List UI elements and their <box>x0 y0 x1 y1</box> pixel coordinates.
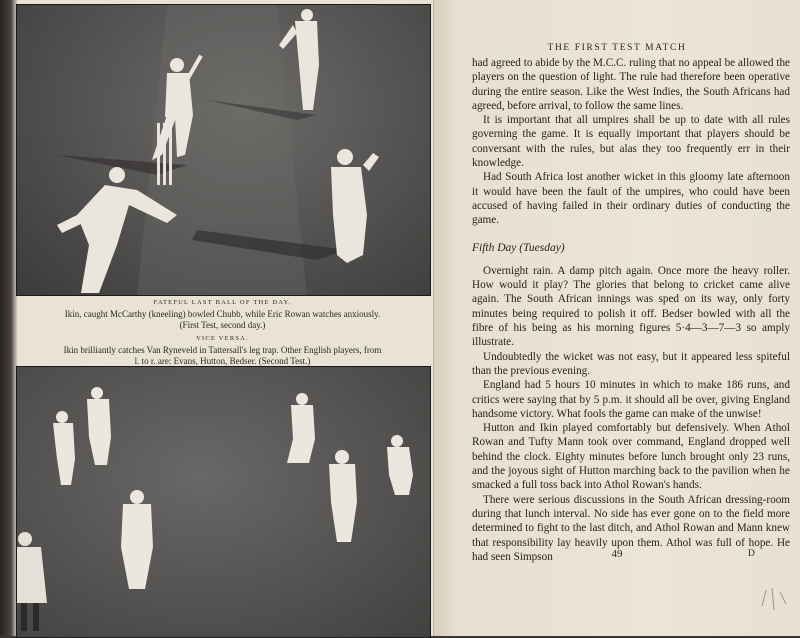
signature-mark: D <box>748 549 755 559</box>
section-heading: Fifth Day (Tuesday) <box>472 241 565 254</box>
body-text <box>472 56 790 564</box>
photo-caption-1 <box>18 297 427 332</box>
fielder-figure <box>87 387 111 465</box>
paragraph: Undoubtedly the wicket was not easy, but it appeared less spiteful than the previous evening. <box>472 350 790 377</box>
photo-vice-versa-scene <box>17 367 430 637</box>
caption-1-line-2: (First Test, second day.) <box>179 320 266 330</box>
running-head: THE FIRST TEST MATCH <box>547 43 687 53</box>
wicketkeeper-figure <box>331 149 379 263</box>
caption-1-line-1: Ikin, caught McCarthy (kneeling) bowled Chubb, while Eric Rowan watches anxiously. <box>64 308 381 319</box>
pencil-mark-icon <box>756 584 796 614</box>
photo-last-ball-scene <box>17 5 430 295</box>
caption-2-title: VICE VERSA. <box>196 335 249 342</box>
fielder-figure <box>121 490 153 589</box>
page-number: 49 <box>611 548 623 560</box>
fielder-figure <box>53 411 75 485</box>
paragraph: England had 5 hours 10 minutes in which to make 186 runs, and critics were saying that by 5 p.m. it should all be over, giving England handsome victory. What fools the game can make of the unwise! <box>472 379 790 420</box>
paragraph: had agreed to abide by the M.C.C. ruling that no appeal be allowed the players on the question of light. The rule had therefore been operative during the entire season. Like the West Indies, the South Africans had agreed, before arrival, to follow the same lines. <box>472 57 790 112</box>
fielder-crouching-figure <box>387 435 413 495</box>
paragraph: Hutton and Ikin played comfortably but defensively. When Athol Rowan and Tufty Mann took over command, England dropped well behind the clock. Eighty minutes before lunch brought only 23 runs, and the joyous sight of Hutton marching back to the pavilion when he smacked a full toss back into Athol Rowan's hands. <box>472 422 790 492</box>
right-page <box>434 0 800 636</box>
caption-2-line-2: l. to r. are: Evans, Hutton, Bedser. (Second Test.) <box>134 356 311 366</box>
paragraph: It is important that all umpires shall be up to date with all rules governing the game. It is equally important that players should be conversant with the rules, but alas they too frequently err in their knowledge. <box>472 114 790 170</box>
photo-last-ball <box>16 4 431 296</box>
paragraph: Had South Africa lost another wicket in this gloomy late afternoon it would have been the fault of the umpires, who could have been accused of having failed in their ordinary duties of conducting the game. <box>472 171 790 227</box>
batsman-figure <box>287 393 315 463</box>
paragraph: Overnight rain. A damp pitch again. Once more the heavy roller. How would it play? The glories that belong to cricket came alive again. The South African innings was sped on its way, only forty minutes being required to polish it off. Bedser bowled with all the fibre of his being as his morning figures 5·4—3—7—3 so amply illustrate. <box>472 264 790 349</box>
paragraph: There were serious discussions in the South African dressing-room during that lunch interval. No side has ever gone on to the field more determined to fight to the last ditch, and Athol Rowan and Mann knew that responsibility lay heavily upon them. Athol was full of hope. He had seen Simpson <box>472 493 790 563</box>
photo-vice-versa <box>16 366 431 638</box>
fielder-figure <box>329 450 357 542</box>
caption-2-line-1: Ikin brilliantly catches Van Ryneveld in Tattersall's leg trap. Other English players, from <box>63 344 382 355</box>
photo-caption-2 <box>18 333 427 368</box>
umpire-figure <box>17 532 47 631</box>
caption-1-title: FATEFUL LAST BALL OF THE DAY. <box>153 299 292 306</box>
